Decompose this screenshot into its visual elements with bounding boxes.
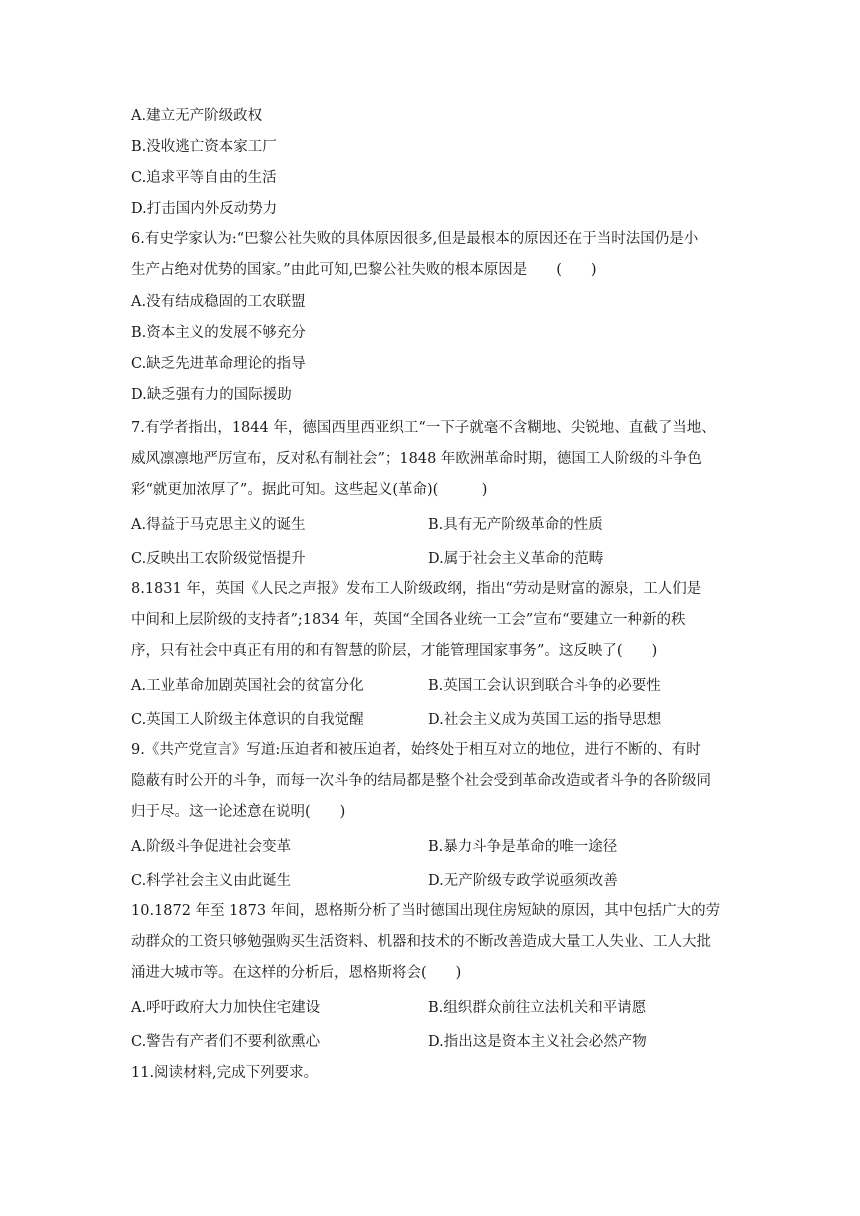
q7-option-b: B.具有无产阶级革命的性质 [428, 516, 603, 533]
q7-stem-line3: 彩“就更加浓厚了”。据此可知。这些起义(革命)( ) [131, 482, 488, 498]
q9-stem-line3: 归于尽。这一论述意在说明( ) [131, 804, 346, 820]
q9-option-b: B.暴力斗争是革命的唯一途径 [428, 838, 618, 855]
q10-stem-line2: 动群众的工资只够勉强购买生活资料、机器和技术的不断改善造成大量工人失业、工人大批 [131, 934, 711, 950]
q6-option-c: C.缺乏先进革命理论的指导 [131, 355, 306, 372]
q9-option-c: C.科学社会主义由此诞生 [131, 872, 292, 889]
q10-option-b: B.组织群众前往立法机关和平请愿 [428, 999, 647, 1016]
q11-stem: 11.阅读材料,完成下列要求。 [131, 1064, 319, 1081]
q10-stem-line3: 涌进大城市等。在这样的分析后，恩格斯将会( ) [131, 965, 462, 981]
q9-option-d: D.无产阶级专政学说亟须改善 [428, 872, 618, 889]
q8-stem-line3: 序，只有社会中真正有用的和有智慧的阶层，才能管理国家事务”。这反映了( ) [131, 643, 658, 659]
q7-options-row2 [131, 540, 745, 574]
q8-option-c: C.英国工人阶级主体意识的自我觉醒 [131, 711, 364, 728]
q10-options-row1 [131, 989, 745, 1023]
q8-option-d: D.社会主义成为英国工运的指导思想 [428, 711, 662, 728]
q9-option-a: A.阶级斗争促进社会变革 [131, 838, 292, 855]
q5-option-d: D.打击国内外反动势力 [131, 200, 278, 217]
q5-option-a: A.建立无产阶级政权 [131, 107, 263, 124]
q7-stem-line1: 7.有学者指出，1844 年，德国西里西亚织工“一下子就毫不含糊地、尖锐地、直截了当地、 [131, 420, 716, 436]
q8-option-a: A.工业革命加剧英国社会的贫富分化 [131, 677, 364, 694]
q9-stem-line1: 9.《共产党宣言》写道:压迫者和被压迫者，始终处于相互对立的地位，进行不断的、有时 [131, 742, 701, 758]
q10-option-a: A.呼吁政府大力加快住宅建设 [131, 999, 321, 1016]
document-page [131, 100, 745, 1088]
q9-options-row1 [131, 828, 745, 862]
q6-option-b: B.资本主义的发展不够充分 [131, 324, 306, 341]
q6-option-d: D.缺乏强有力的国际援助 [131, 386, 292, 403]
q10-option-c: C.警告有产者们不要利欲熏心 [131, 1033, 321, 1050]
q5-option-c: C.追求平等自由的生活 [131, 169, 277, 186]
q10-options-row2 [131, 1023, 745, 1057]
q7-stem-line2: 威风凛凛地严厉宣布，反对私有制社会”；1848 年欧洲革命时期，德国工人阶级的斗争色 [131, 451, 702, 467]
q8-options-row2 [131, 701, 745, 735]
q7-options-row1 [131, 506, 745, 540]
q8-options-row1 [131, 667, 745, 701]
q6-option-a: A.没有结成稳固的工农联盟 [131, 293, 306, 310]
q8-stem-line1: 8.1831 年，英国《人民之声报》发布工人阶级政纲，指出“劳动是财富的源泉，工人们是 [131, 581, 702, 597]
q7-option-a: A.得益于马克思主义的诞生 [131, 516, 306, 533]
q9-options-row2 [131, 862, 745, 896]
q5-option-b: B.没收逃亡资本家工厂 [131, 138, 277, 155]
q6-stem-line1: 6.有史学家认为:“巴黎公社失败的具体原因很多,但是最根本的原因还在于当时法国仍是小 [131, 231, 699, 247]
q7-option-d: D.属于社会主义革命的范畴 [428, 550, 604, 567]
q6-stem-line2: 生产占绝对优势的国家。”由此可知,巴黎公社失败的根本原因是 ( ) [131, 262, 597, 278]
q10-option-d: D.指出这是资本主义社会必然产物 [428, 1033, 647, 1050]
q8-stem-line2: 中间和上层阶级的支持者”;1834 年，英国“全国各业统一工会”宣布“要建立一种新的秩 [131, 612, 686, 628]
q10-stem-line1: 10.1872 年至 1873 年间，恩格斯分析了当时德国出现住房短缺的原因，其中包括广大的劳 [131, 903, 721, 919]
q9-stem-line2: 隐蔽有时公开的斗争，而每一次斗争的结局都是整个社会受到革命改造或者斗争的各阶级同 [131, 773, 711, 789]
q8-option-b: B.英国工会认识到联合斗争的必要性 [428, 677, 661, 694]
q7-option-c: C.反映出工农阶级觉悟提升 [131, 550, 306, 567]
